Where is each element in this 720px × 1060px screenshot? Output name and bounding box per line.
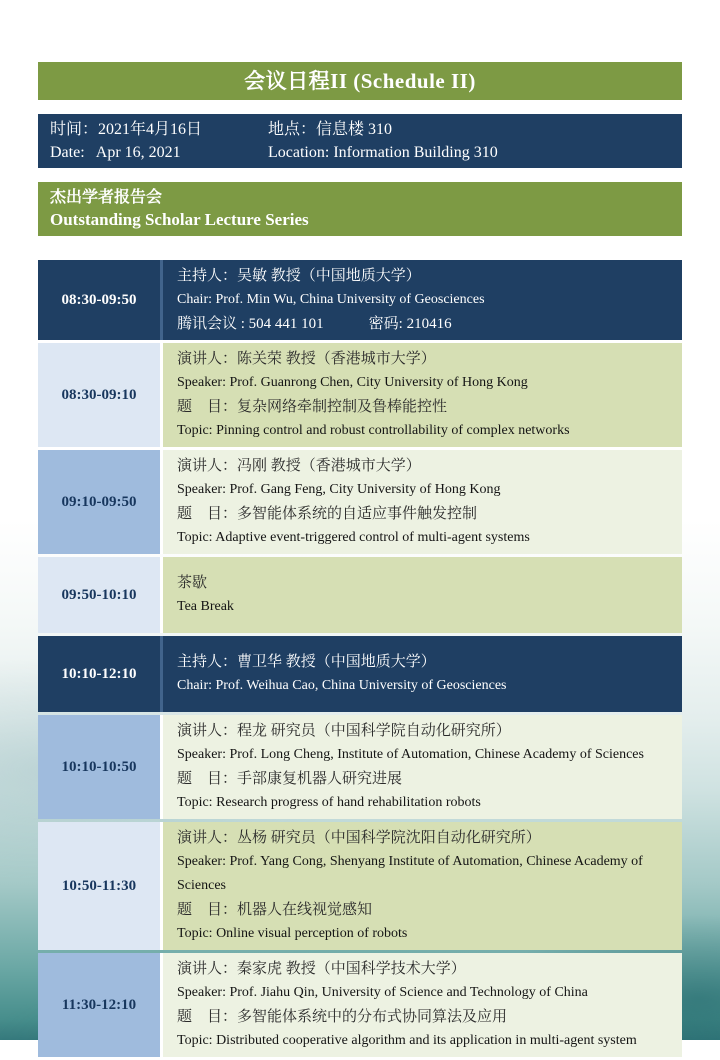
- time-cell: 10:10-12:10: [38, 636, 160, 712]
- time-cell: 08:30-09:10: [38, 343, 160, 447]
- location-label-en: Location: Information Building 310: [268, 144, 498, 161]
- content-line: Speaker: Prof. Yang Cong, Shenyang Institute of Automation, Chinese Academy of Sciences: [177, 854, 643, 893]
- table-row: [38, 557, 682, 633]
- section-title-zh: 杰出学者报告会: [50, 189, 163, 206]
- content-line: Tea Break: [177, 599, 234, 614]
- content-line: 主持人：曹卫华 教授（中国地质大学）: [177, 654, 436, 670]
- table-row: [38, 260, 682, 340]
- content-line: Speaker: Prof. Gang Feng, City University of Hong Kong: [177, 482, 501, 497]
- content-line: 题 目：多智能体系统中的分布式协同算法及应用: [177, 1009, 508, 1025]
- content-line: 茶歇: [177, 575, 208, 591]
- content-line: Speaker: Prof. Jiahu Qin, University of Science and Technology of China: [177, 985, 588, 1000]
- info-line-en: [50, 141, 670, 164]
- content-line: Topic: Adaptive event-triggered control of multi-agent systems: [177, 530, 530, 545]
- info-line-zh: [50, 118, 670, 141]
- info-bar: [38, 114, 682, 168]
- content-line: Topic: Distributed cooperative algorithm and its application in multi-agent system: [177, 1033, 637, 1048]
- content-line: 演讲人：冯刚 教授（香港城市大学）: [177, 458, 421, 474]
- schedule-table: [38, 260, 682, 1057]
- time-cell: 08:30-09:50: [38, 260, 160, 340]
- content-line: 腾讯会议 : 504 441 101 密码: 210416: [177, 316, 452, 332]
- table-row: [38, 822, 682, 950]
- schedule-page: [38, 62, 682, 1060]
- table-row: [38, 343, 682, 447]
- content-cell: [160, 343, 682, 447]
- location-label-zh: 地点：信息楼 310: [268, 121, 393, 138]
- section-title-en: Outstanding Scholar Lecture Series: [50, 210, 309, 229]
- content-line: 题 目：机器人在线视觉感知: [177, 902, 373, 918]
- table-row: [38, 450, 682, 554]
- content-cell: [160, 953, 682, 1057]
- time-cell: 10:50-11:30: [38, 822, 160, 950]
- content-cell: [160, 557, 682, 633]
- time-cell: 11:30-12:10: [38, 953, 160, 1057]
- content-line: 演讲人：陈关荣 教授（香港城市大学）: [177, 351, 436, 367]
- content-line: 题 目：多智能体系统的自适应事件触发控制: [177, 506, 478, 522]
- content-line: 演讲人：丛杨 研究员（中国科学院沈阳自动化研究所）: [177, 830, 541, 846]
- date-label-zh: 时间：2021年4月16日: [50, 121, 203, 138]
- content-line: 题 目：复杂网络牵制控制及鲁棒能控性: [177, 399, 448, 415]
- content-line: 演讲人：秦家虎 教授（中国科学技术大学）: [177, 961, 466, 977]
- content-cell: [160, 822, 682, 950]
- time-cell: 09:50-10:10: [38, 557, 160, 633]
- content-cell: [160, 636, 682, 712]
- content-line: Speaker: Prof. Guanrong Chen, City University of Hong Kong: [177, 375, 528, 390]
- content-line: 主持人：吴敏 教授（中国地质大学）: [177, 268, 421, 284]
- content-line: 题 目：手部康复机器人研究进展: [177, 771, 403, 787]
- content-line: Chair: Prof. Weihua Cao, China University of Geosciences: [177, 678, 507, 693]
- section-title-bar: [38, 182, 682, 236]
- date-label-en: Date: Apr 16, 2021: [50, 144, 181, 161]
- content-cell: [160, 715, 682, 819]
- content-line: Speaker: Prof. Long Cheng, Institute of Automation, Chinese Academy of Sciences: [177, 747, 644, 762]
- content-line: Chair: Prof. Min Wu, China University of Geosciences: [177, 292, 485, 307]
- content-line: Topic: Pinning control and robust controllability of complex networks: [177, 423, 570, 438]
- table-row: [38, 715, 682, 819]
- time-cell: 09:10-09:50: [38, 450, 160, 554]
- content-cell: [160, 260, 682, 340]
- time-cell: 10:10-10:50: [38, 715, 160, 819]
- page-title: 会议日程II (Schedule II): [38, 62, 682, 100]
- table-row: [38, 636, 682, 712]
- content-cell: [160, 450, 682, 554]
- table-row: [38, 953, 682, 1057]
- content-line: Topic: Online visual perception of robots: [177, 926, 408, 941]
- content-line: 演讲人：程龙 研究员（中国科学院自动化研究所）: [177, 723, 511, 739]
- content-line: Topic: Research progress of hand rehabilitation robots: [177, 795, 481, 810]
